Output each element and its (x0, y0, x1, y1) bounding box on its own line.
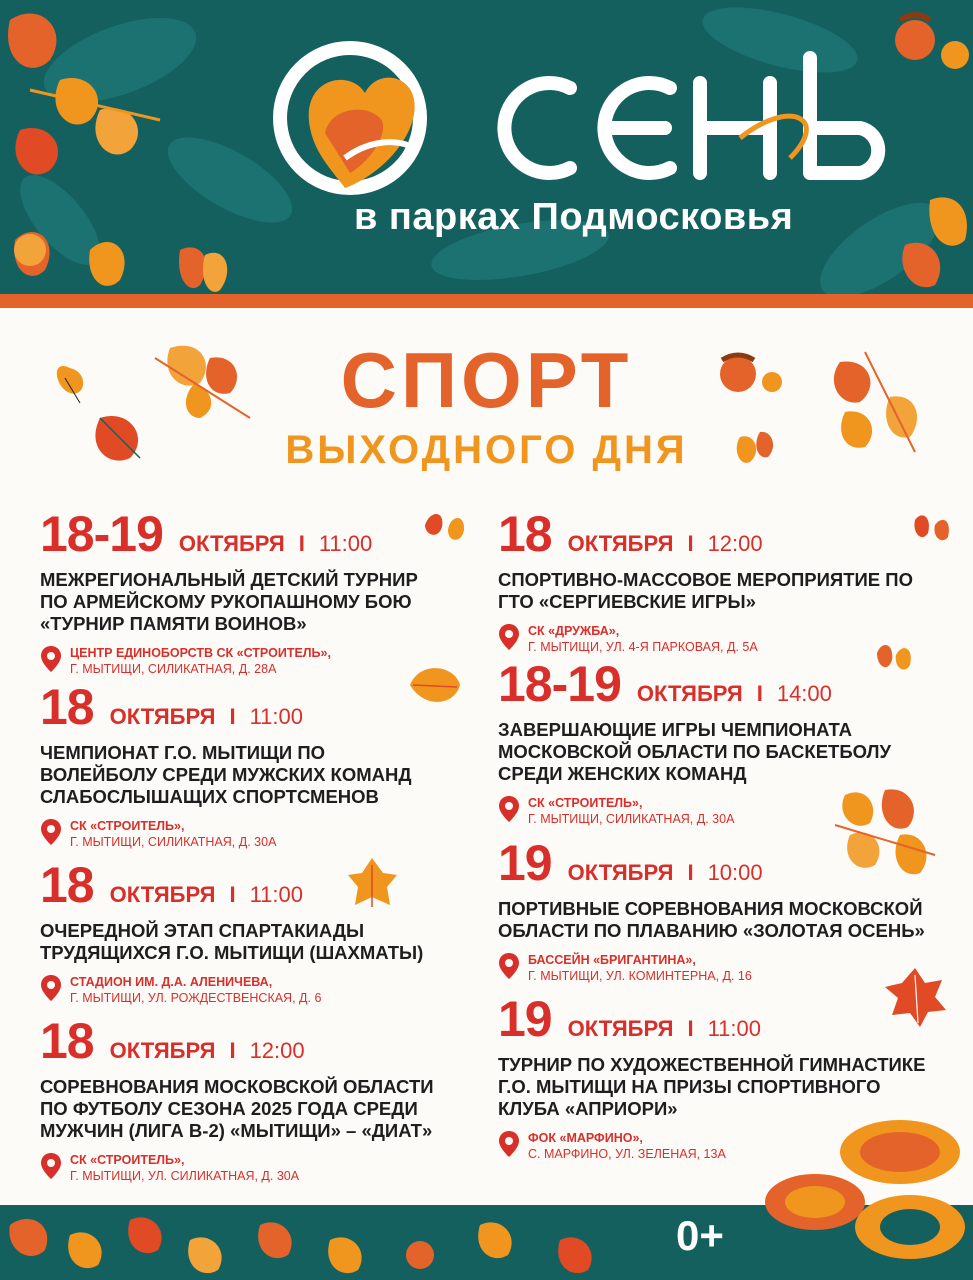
event-time: 11:00 (707, 1016, 761, 1041)
event-month: ОКТЯБРЯ (109, 882, 216, 907)
logo-osen-icon (270, 38, 930, 198)
event-title-line: ВОЛЕЙБОЛУ СРЕДИ МУЖСКИХ КОМАНД (40, 764, 412, 785)
event-card (498, 505, 938, 655)
event-title-line: ОЧЕРЕДНОЙ ЭТАП СПАРТАКИАДЫ (40, 920, 365, 941)
event-title-line: ТУРНИР ПО ХУДОЖЕСТВЕННОЙ ГИМНАСТИКЕ (498, 1054, 926, 1075)
leaf-decor-icon (405, 655, 465, 715)
event-card (40, 1012, 490, 1184)
place-name: СК «СТРОИТЕЛЬ», (70, 1153, 185, 1167)
event-month: ОКТЯБРЯ (178, 531, 285, 556)
event-title-line: ПО АРМЕЙСКОМУ РУКОПАШНОМУ БОЮ (40, 591, 412, 612)
event-title-line: КЛУБА «АПРИОРИ» (498, 1098, 678, 1119)
event-day: 18 (40, 857, 94, 913)
event-day: 19 (498, 835, 552, 891)
place-address: Г. МЫТИЩИ, СИЛИКАТНАЯ, Д. 30А (528, 812, 735, 826)
leaf-decor-icon (872, 635, 917, 680)
event-month: ОКТЯБРЯ (109, 704, 216, 729)
event-title (40, 1076, 490, 1142)
location-pin-icon (40, 1152, 62, 1180)
event-time: 12:00 (249, 1038, 305, 1063)
place-address: С. МАРФИНО, УЛ. ЗЕЛЕНАЯ, 13А (528, 1147, 726, 1161)
place-name: ЦЕНТР ЕДИНОБОРСТВ СК «СТРОИТЕЛЬ», (70, 646, 331, 660)
event-place (40, 974, 490, 1006)
leaf-decor-icon (420, 505, 470, 550)
place-address: Г. МЫТИЩИ, СИЛИКАТНАЯ, Д. 28А (70, 662, 277, 676)
place-address: Г. МЫТИЩИ, УЛ. РОЖДЕСТВЕНСКАЯ, Д. 6 (70, 991, 322, 1005)
event-month: ОКТЯБРЯ (567, 531, 674, 556)
event-title (40, 920, 490, 964)
event-title-line: ПОРТИВНЫЕ СОРЕВНОВАНИЯ МОСКОВСКОЙ (498, 898, 923, 919)
location-pin-icon (498, 1130, 520, 1158)
event-title-line: МУЖЧИН (ЛИГА В-2) «МЫТИЩИ» – «ДИАТ» (40, 1120, 433, 1141)
event-separator: I (229, 1038, 236, 1063)
place-address: Г. МЫТИЩИ, УЛ. 4-Я ПАРКОВАЯ, Д. 5А (528, 640, 758, 654)
event-time: 12:00 (707, 531, 763, 556)
leaf-decor-icon (830, 785, 940, 880)
event-month: ОКТЯБРЯ (109, 1038, 216, 1063)
place-name: СК «СТРОИТЕЛЬ», (528, 796, 643, 810)
header-stripe (0, 294, 973, 308)
place-name: СК «ДРУЖБА», (528, 624, 620, 638)
event-title (40, 742, 490, 808)
event-title-line: СОРЕВНОВАНИЯ МОСКОВСКОЙ ОБЛАСТИ (40, 1076, 434, 1097)
place-name: СТАДИОН ИМ. Д.А. АЛЕНИЧЕВА, (70, 975, 273, 989)
event-time: 11:00 (249, 704, 303, 729)
event-time: 11:00 (249, 882, 303, 907)
logo-subtitle: в парках Подмосковья (354, 196, 794, 238)
event-date (40, 1012, 490, 1070)
event-month: ОКТЯБРЯ (636, 681, 743, 706)
event-separator: I (687, 1016, 694, 1041)
event-place (40, 818, 490, 850)
event-title-line: МЕЖРЕГИОНАЛЬНЫЙ ДЕТСКИЙ ТУРНИР (40, 569, 418, 590)
event-title-line: «ТУРНИР ПАМЯТИ ВОИНОВ» (40, 613, 307, 634)
event-title-line: СРЕДИ ЖЕНСКИХ КОМАНД (498, 763, 747, 784)
event-title-line: ЗАВЕРШАЮЩИЕ ИГРЫ ЧЕМПИОНАТА (498, 719, 853, 740)
place-address: Г. МЫТИЩИ, УЛ. КОМИНТЕРНА, Д. 16 (528, 969, 752, 983)
event-month: ОКТЯБРЯ (567, 1016, 674, 1041)
place-name: СК «СТРОИТЕЛЬ», (70, 819, 185, 833)
age-rating: 0+ (676, 1212, 724, 1259)
event-title-line: ОБЛАСТИ ПО ПЛАВАНИЮ «ЗОЛОТАЯ ОСЕНЬ» (498, 920, 925, 941)
page-subtitle: ВЫХОДНОГО ДНЯ (285, 428, 688, 472)
leaf-decor-icon (345, 855, 400, 910)
location-pin-icon (40, 974, 62, 1002)
event-separator: I (298, 531, 305, 556)
place-address: Г. МЫТИЩИ, УЛ. СИЛИКАТНАЯ, Д. 30А (70, 1169, 300, 1183)
event-date (40, 856, 490, 914)
event-day: 18 (40, 679, 94, 735)
event-place (40, 1152, 490, 1184)
event-place (498, 952, 938, 984)
event-title (498, 569, 938, 613)
event-separator: I (687, 860, 694, 885)
event-title-line: СПОРТИВНО-МАССОВОЕ МЕРОПРИЯТИЕ ПО (498, 569, 913, 590)
event-day: 18-19 (498, 656, 621, 712)
location-pin-icon (498, 623, 520, 651)
leaf-decor-icon (880, 965, 950, 1030)
header-banner (0, 0, 973, 296)
location-pin-icon (498, 952, 520, 980)
event-time: 14:00 (776, 681, 832, 706)
location-pin-icon (40, 818, 62, 846)
event-separator: I (687, 531, 694, 556)
event-separator: I (229, 704, 236, 729)
event-title-line: СЛАБОСЛЫШАЩИХ СПОРТСМЕНОВ (40, 786, 379, 807)
event-title-line: ЧЕМПИОНАТ Г.О. МЫТИЩИ ПО (40, 742, 326, 763)
event-separator: I (756, 681, 763, 706)
event-day: 18-19 (40, 506, 163, 562)
event-time: 10:00 (707, 860, 763, 885)
place-address: Г. МЫТИЩИ, СИЛИКАТНАЯ, Д. 30А (70, 835, 277, 849)
event-title (498, 719, 938, 785)
event-title-line: ГТО «СЕРГИЕВСКИЕ ИГРЫ» (498, 591, 756, 612)
event-date (498, 505, 938, 563)
place-name: БАССЕЙН «БРИГАНТИНА», (528, 953, 696, 967)
event-day: 18 (498, 506, 552, 562)
event-card (40, 856, 490, 1006)
event-separator: I (229, 882, 236, 907)
event-title (498, 1054, 938, 1120)
event-month: ОКТЯБРЯ (567, 860, 674, 885)
event-title-line: ПО ФУТБОЛУ СЕЗОНА 2025 ГОДА СРЕДИ (40, 1098, 418, 1119)
place-name: ФОК «МАРФИНО», (528, 1131, 643, 1145)
event-title-line: ТРУДЯЩИХСЯ Г.О. МЫТИЩИ (ШАХМАТЫ) (40, 942, 424, 963)
location-pin-icon (498, 795, 520, 823)
leaf-decor-icon (910, 505, 955, 550)
event-date (498, 990, 938, 1048)
event-title (40, 569, 490, 635)
location-pin-icon (40, 645, 62, 673)
event-title-line: МОСКОВСКОЙ ОБЛАСТИ ПО БАСКЕТБОЛУ (498, 741, 892, 762)
page-title: СПОРТ (340, 336, 633, 424)
event-day: 19 (498, 991, 552, 1047)
event-time: 11:00 (318, 531, 373, 556)
event-day: 18 (40, 1013, 94, 1069)
event-title-line: Г.О. МЫТИЩИ НА ПРИЗЫ СПОРТИВНОГО (498, 1076, 881, 1097)
event-title (498, 898, 938, 942)
mushroom-decor-icon (760, 1112, 970, 1277)
